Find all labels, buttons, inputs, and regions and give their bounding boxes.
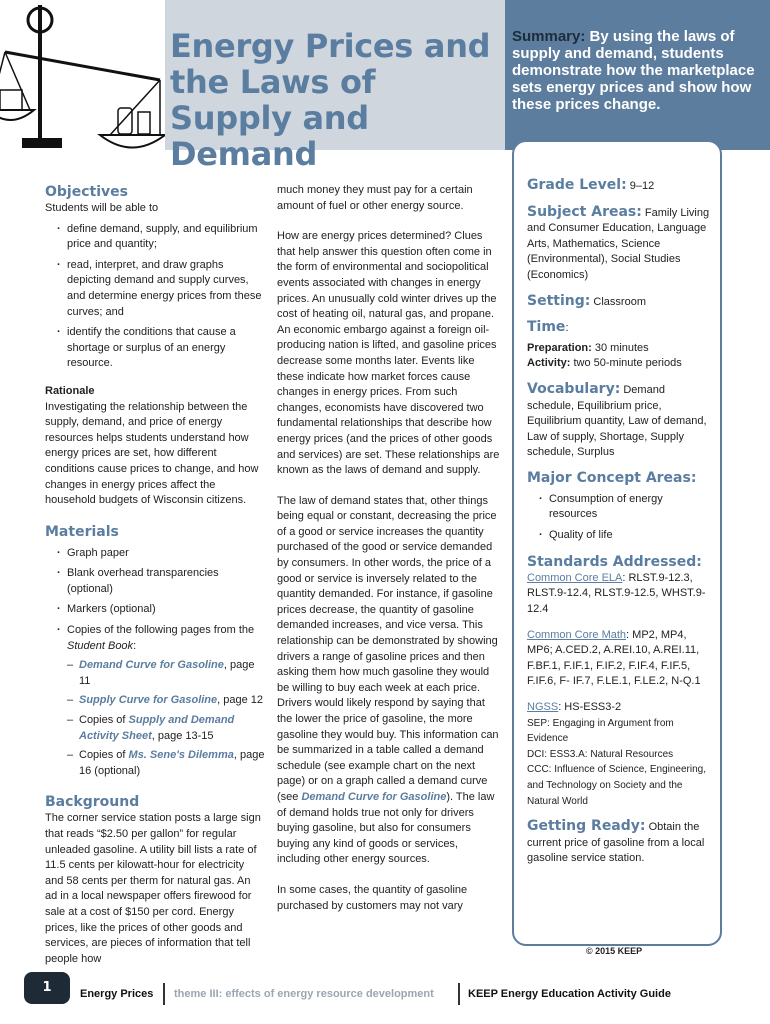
- list-item: · identify the conditions that cause a shortage or surplus of an energy resource.: [45, 325, 265, 372]
- summary-text: By using the laws of supply and demand, students demonstrate how the marketplace sets energy prices and show how these prices change.: [512, 28, 755, 113]
- sep-text: SEP: Engaging in Argument from Evidence: [527, 717, 674, 745]
- ccc-text: CCC: Influence of Science, Engineering, and Technology on Society and the Natural World: [527, 764, 706, 807]
- rationale-text: Investigating the relationship between the supply, demand, and price of energy resources helps students understand how energy prices are set, how different conditions cause prices to change, and how changes in energy prices affect the household budgets of Wisconsin citizens.: [45, 400, 259, 507]
- background-paragraph: [277, 494, 502, 868]
- ready-value: Obtain the current price of gasoline from a local gasoline service station.: [527, 821, 705, 865]
- prefix: Copies of: [79, 749, 129, 762]
- vocabulary-label: Vocabulary:: [527, 380, 621, 397]
- background-paragraph: The corner service station posts a large sign that reads “$2.50 per gallon” for regular unleaded gasoline. A utility bill lists a rate of 11.5 cents per kilowatt-hour for electricity and 58 cents per therm for natural gas. An ad in a local newspaper offers firewood for sale at a cost of $150 per cord. Energy prices, like the prices of other goods and services, are pieces of information that tell people how: [45, 812, 261, 965]
- footer-divider: [163, 983, 165, 1005]
- dilemma-link[interactable]: Ms. Sene's Dilemma: [128, 749, 234, 762]
- list-item: · Copies of the following pages from the Student Book:: [45, 623, 265, 654]
- background-heading: Background: [45, 794, 140, 811]
- list-item: · Markers (optional): [45, 602, 265, 618]
- prep-label: Preparation:: [527, 341, 592, 354]
- standards: [527, 555, 712, 809]
- math-value: : MP2, MP4, MP6; A.CED.2, A.REI.10, A.REI.11, F.BF.1, F.IF.1, F.IF.2, F.IF.4, F.IF.5, F.IF.6, F- IF.7, F.LE.1, F.LE.2, N-Q.1: [527, 628, 701, 688]
- activity-sheet-link[interactable]: Supply and Demand Activity Sheet: [79, 714, 235, 742]
- supply-curve-link[interactable]: Supply Curve for Gasoline: [79, 694, 218, 707]
- grade-label: Grade Level:: [527, 177, 627, 193]
- subjects-value: Family Living and Consumer Education, Language Arts, Mathematics, Science (Environmental), Social Studies (Economics): [527, 206, 710, 281]
- sidebar-content: [527, 178, 712, 867]
- copyright: © 2015 KEEP: [586, 946, 643, 956]
- page-ref: , page 11: [79, 659, 255, 687]
- column-1: [45, 183, 265, 967]
- ready-label: Getting Ready:: [527, 818, 646, 835]
- concepts-list: [527, 492, 712, 544]
- math-standards: [527, 628, 712, 690]
- vocabulary: [527, 382, 712, 461]
- grade-level: [527, 178, 712, 195]
- list-item-text: Copies of the following pages from the: [67, 624, 255, 637]
- setting-value: Classroom: [593, 295, 646, 308]
- background-paragraph: In some cases, the quantity of gasoline purchased by customers may not vary: [277, 883, 468, 912]
- setting: [527, 294, 712, 311]
- balance-scale-icon: [0, 0, 165, 165]
- list-item: [45, 658, 265, 689]
- column-2: [277, 183, 502, 914]
- page-ref: , page 12: [217, 694, 264, 707]
- objectives-list: [45, 222, 265, 372]
- paragraph-text: ). The law of demand holds true not only for drivers buying gasoline, but also for consumers buying any kind of goods or services, including other energy sources.: [277, 790, 495, 866]
- time: [527, 320, 712, 372]
- demand-curve-link[interactable]: Demand Curve for Gasoline: [79, 659, 224, 672]
- summary-label: Summary:: [512, 28, 586, 45]
- activity-label: Activity:: [527, 357, 571, 370]
- prep-time: [527, 341, 712, 357]
- background-paragraph: much money they must pay for a certain amount of fuel or other energy source.: [277, 184, 473, 212]
- ela-standards: [527, 571, 712, 618]
- setting-label: Setting:: [527, 292, 591, 309]
- footer-divider: [458, 983, 460, 1005]
- page-ref: , page 13-15: [151, 729, 214, 742]
- list-item: · Blank overhead transparencies (optional): [45, 566, 265, 597]
- list-item: · Quality of life: [527, 528, 712, 544]
- common-core-math-link[interactable]: Common Core Math: [527, 628, 627, 641]
- ngss-standards: [527, 700, 712, 716]
- concepts-label: Major Concept Areas:: [527, 469, 697, 486]
- dci-text: DCI: ESS3.A: Natural Resources: [527, 748, 674, 760]
- page-title: Energy Prices and the Laws of Supply and Demand: [170, 27, 491, 173]
- paragraph-text: The law of demand states that, other things being equal or constant, decreasing the price of a good or service increases the quantity purchased of the good or service demanded by consumers. In other words, the price of a good or service is inversely related to the quantity demanded. For instance, if gasoline prices decrease, the quantity of gasoline demanded increases, and vice versa. This relationship can be demonstrated by showing drivers a range of gasoline prices and then asking them how much gasoline they would be willing to buy each week at each price. Drivers would likely respond by saying that the lower the price of gasoline, the more gasoline they would buy. This information can be summarized in a table called a demand schedule (see example chart on the next page) or on a graph called a demand curve (see: [277, 494, 499, 803]
- time-colon: :: [565, 322, 569, 335]
- subject-areas: [527, 205, 712, 284]
- list-item: [45, 748, 265, 779]
- footer-theme: theme III: effects of energy resource development: [174, 988, 434, 1000]
- background-paragraph: How are energy prices determined? Clues that help answer this question often come in the form of environmental and sociopolitical events associated with changes in energy prices. An unusually cold winter drives up the cost of heating oil, natural gas, and propane. An economic embargo against a foreign oil-producing nation is lifted, and gasoline prices decrease some months later. Events like these indicate how market forces cause changes in energy prices. From such changes, economists have discovered two fundamental relationships that describe how energy prices (and the prices of other goods and services) are set. These relationships are known as the laws of demand and supply.: [277, 230, 500, 477]
- materials-list: [45, 546, 265, 655]
- time-label: Time: [527, 319, 566, 336]
- materials-heading: Materials: [45, 523, 119, 540]
- getting-ready: [527, 819, 712, 867]
- activity-value: two 50-minute periods: [573, 357, 682, 370]
- footer-unit: Energy Prices: [80, 988, 154, 1000]
- common-core-ela-link[interactable]: Common Core ELA: [527, 571, 623, 584]
- vocabulary-value: Demand schedule, Equilibrium price, Equilibrium quantity, Law of demand, Law of supply, Shortage, Supply schedule, Surplus: [527, 383, 707, 459]
- standards-label: Standards Addressed:: [527, 554, 702, 571]
- concept-areas: [527, 471, 712, 543]
- demand-curve-link[interactable]: Demand Curve for Gasoline: [301, 790, 447, 803]
- prep-value: 30 minutes: [594, 341, 649, 354]
- activity-time: [527, 356, 712, 372]
- ela-value: : RLST.9-12.3, RLST.9-12.4, RLST.9-12.5, WHST.9-12.4: [527, 571, 706, 616]
- list-item: [45, 693, 265, 709]
- list-item: [45, 713, 265, 744]
- objectives-heading: Objectives: [45, 184, 128, 200]
- list-item: · Consumption of energy resources: [527, 492, 712, 523]
- grade-value: 9–12: [629, 180, 655, 192]
- footer-guide: KEEP Energy Education Activity Guide: [468, 988, 671, 1000]
- list-item: · Graph paper: [45, 546, 265, 562]
- materials-sublist: [45, 658, 265, 779]
- page-number: 1: [24, 972, 70, 1004]
- student-book-title: Student Book: [67, 639, 134, 652]
- rationale-heading: Rationale: [45, 384, 95, 397]
- list-item: · define demand, supply, and equilibrium price and quantity;: [45, 222, 265, 253]
- ngss-link[interactable]: NGSS: [527, 701, 559, 714]
- summary: [512, 28, 762, 113]
- objectives-intro: Students will be able to: [45, 202, 159, 214]
- ngss-value: : HS-ESS3-2: [558, 701, 622, 714]
- list-item: · read, interpret, and draw graphs depicting demand and supply curves, and determine energy prices from these curves; and: [45, 258, 265, 320]
- page-ref: , page 16 (optional): [79, 749, 265, 777]
- subjects-label: Subject Areas:: [527, 203, 642, 220]
- prefix: Copies of: [79, 714, 129, 727]
